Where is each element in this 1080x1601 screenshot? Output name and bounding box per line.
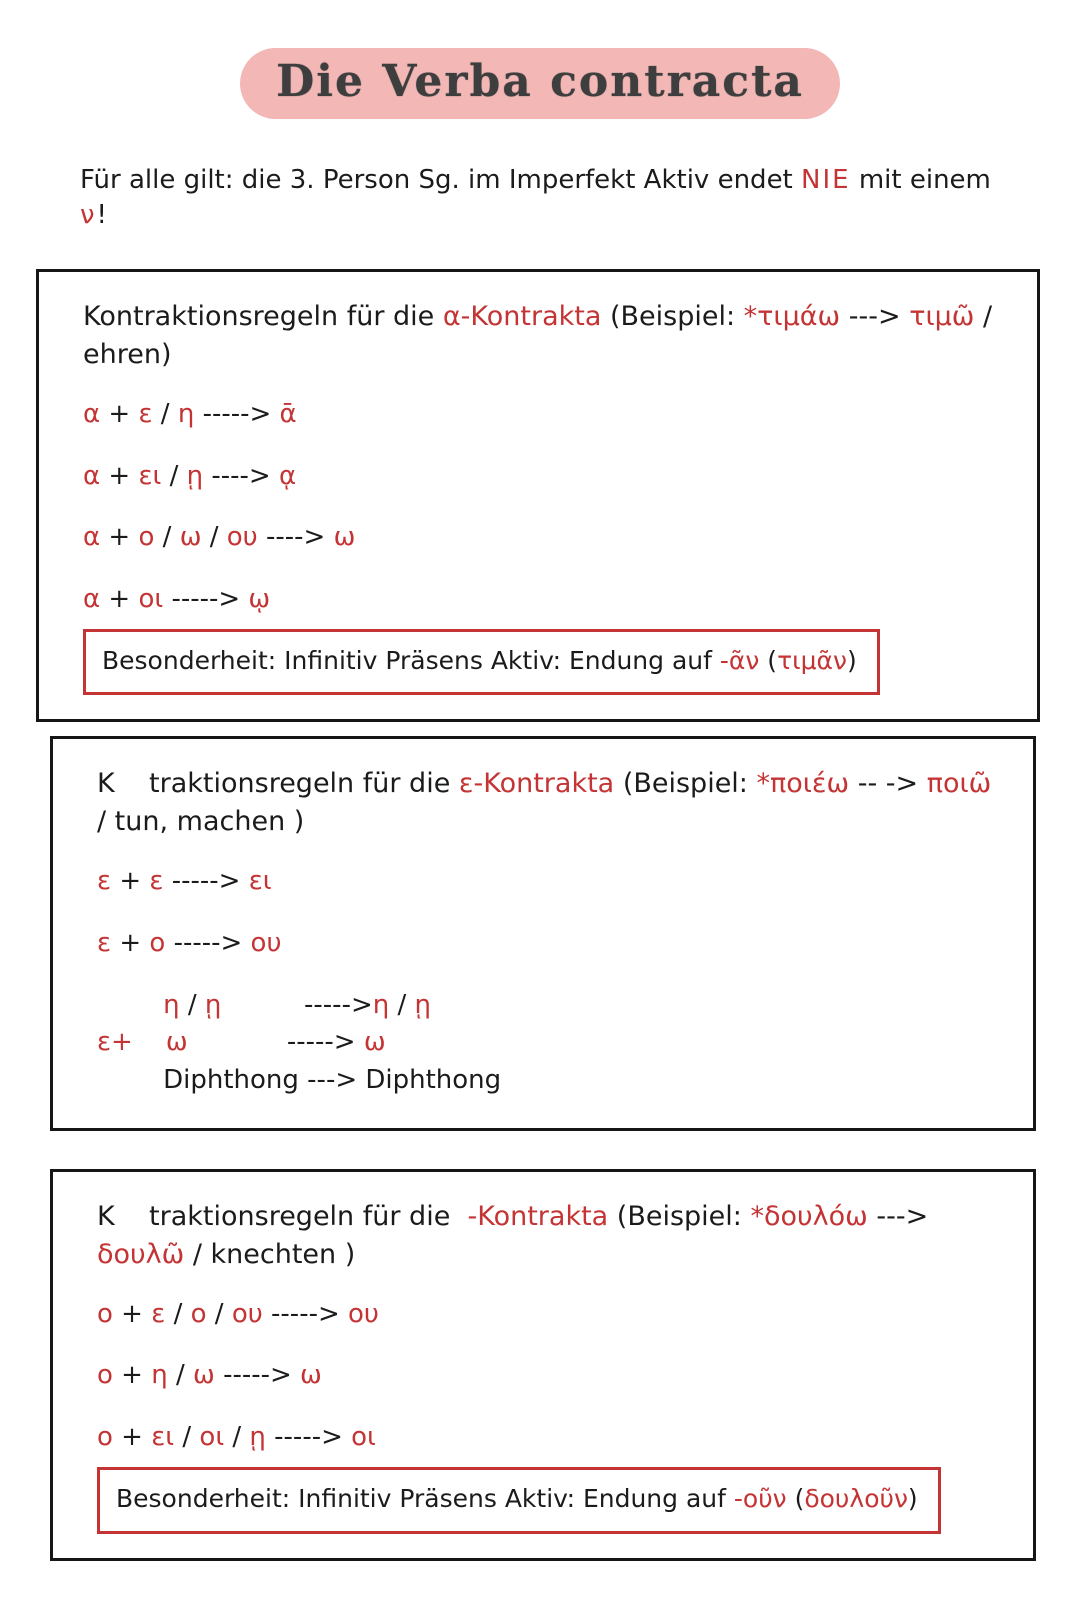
rule-line: ε + ο -----> ου [97, 927, 282, 958]
rule-line: ε + ε -----> ει [97, 866, 272, 897]
besonderheit-note: Besonderheit: Infinitiv Präsens Aktiv: Endung auf -οῦν (δουλοῦν) [97, 1467, 941, 1534]
epsilon-box-heading: K traktionsregeln für die ε-Kontrakta (Beispiel: *ποιέω -- -> ποιῶ / tun, machen ) [97, 768, 1000, 838]
alpha-rules-list [83, 398, 1007, 617]
alpha-kontrakta-box [36, 269, 1040, 722]
alpha-box-heading: Kontraktionsregeln für die α-Kontrakta (Beispiel: *τιμάω ---> τιμῶ / ehren) [83, 301, 1001, 370]
title-row [0, 48, 1080, 119]
rule-line: α + οι -----> ῳ [83, 584, 271, 615]
omicron-box-heading: K traktionsregeln für die -Kontrakta (Beispiel: *δουλόω ---> δουλῶ / knechten ) [97, 1201, 937, 1270]
rule-line: α + ε / η -----> ᾱ [83, 398, 297, 429]
rule-line: α + ει / ῃ ----> ᾳ [83, 460, 297, 491]
rule-line: ο + ε / ο / ου -----> ου [97, 1298, 379, 1329]
omicron-rules-list [97, 1298, 1003, 1455]
rule-line: α + ο / ω / ου ----> ω [83, 522, 356, 553]
rule-line: Diphthong ---> Diphthong [97, 1065, 502, 1096]
omicron-kontrakta-box [50, 1169, 1036, 1560]
page-title: Die Verba contracta [240, 48, 840, 119]
rule-line: ε+ ω -----> ω [97, 1027, 386, 1058]
epsilon-kontrakta-box [50, 736, 1036, 1131]
besonderheit-note: Besonderheit: Infinitiv Präsens Aktiv: Endung auf -ᾶν (τιμᾶν) [83, 629, 880, 696]
epsilon-rules-list [97, 865, 1003, 1098]
rule-line: ο + η / ω -----> ω [97, 1360, 322, 1391]
rule-line: ο + ει / οι / ῃ -----> οι [97, 1422, 376, 1453]
intro-text: Für alle gilt: die 3. Person Sg. im Imperfekt Aktiv endet NIE mit einem ν! [80, 165, 1000, 231]
rule-line: η / ῃ ----->η / ῃ [163, 989, 431, 1020]
